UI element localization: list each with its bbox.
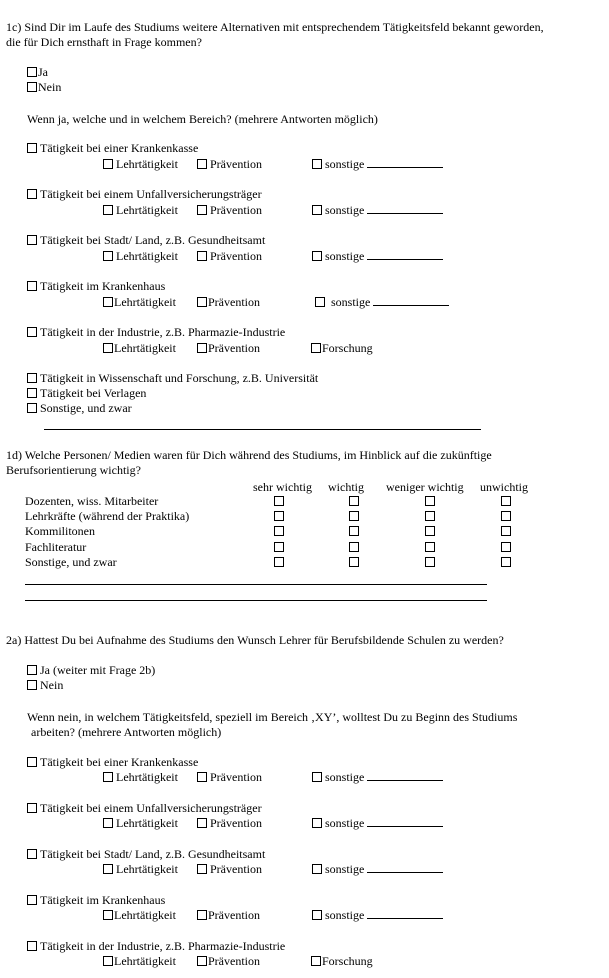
checkbox[interactable] [197, 205, 207, 215]
rating-checkbox[interactable] [501, 526, 511, 536]
q1d-column-header: sehr wichtig [253, 480, 312, 494]
rating-checkbox[interactable] [425, 542, 435, 552]
q2a-option-lehrtaetigkeit[interactable]: Lehrtätigkeit [103, 908, 176, 923]
checkbox[interactable] [197, 159, 207, 169]
checkbox[interactable] [27, 849, 37, 859]
q1c-fill-in-line[interactable] [44, 429, 481, 430]
rating-checkbox[interactable] [425, 526, 435, 536]
checkbox[interactable] [103, 910, 113, 920]
q1c-question-line2: die für Dich ernsthaft in Frage kommen? [6, 35, 202, 49]
q2a-no-option[interactable]: Nein [27, 678, 63, 693]
q1d-row-label: Lehrkräfte (während der Praktika) [25, 509, 190, 523]
rating-checkbox[interactable] [501, 542, 511, 552]
fill-in-line[interactable] [367, 908, 443, 919]
q1c-option-lehrtaetigkeit[interactable]: Lehrtätigkeit [103, 203, 178, 218]
q1c-option-lehrtaetigkeit[interactable]: Lehrtätigkeit [103, 295, 176, 310]
q2a-group-main[interactable]: Tätigkeit in der Industrie, z.B. Pharmazie-Industrie [27, 939, 285, 954]
q1c-question-line1: 1c) Sind Dir im Laufe des Studiums weitere Alternativen mit entsprechendem Tätigkeitsfeld bekannt geworden, [6, 20, 544, 34]
q1c-option-lehrtaetigkeit[interactable]: Lehrtätigkeit [103, 157, 178, 172]
checkbox[interactable] [103, 159, 113, 169]
checkbox[interactable] [312, 251, 322, 261]
checkbox[interactable] [197, 343, 207, 353]
checkbox[interactable] [197, 818, 207, 828]
q2a-option-forschung[interactable]: Forschung [311, 954, 373, 969]
q2a-yes-checkbox[interactable] [27, 665, 37, 675]
checkbox[interactable] [197, 251, 207, 261]
checkbox[interactable] [27, 281, 37, 291]
rating-checkbox[interactable] [349, 526, 359, 536]
q2a-option-lehrtaetigkeit[interactable]: Lehrtätigkeit [103, 770, 178, 785]
q1c-option-praevention[interactable]: Prävention [197, 249, 262, 264]
q1c-option-forschung[interactable]: Forschung [311, 341, 373, 356]
q2a-option-lehrtaetigkeit[interactable]: Lehrtätigkeit [103, 954, 176, 969]
checkbox[interactable] [103, 818, 113, 828]
checkbox[interactable] [27, 895, 37, 905]
checkbox[interactable] [27, 327, 37, 337]
q1c-extra-sonstige[interactable]: Sonstige, und zwar [27, 401, 132, 416]
q2a-option-praevention[interactable]: Prävention [197, 954, 260, 969]
q2a-group-main[interactable]: Tätigkeit bei einer Krankenkasse [27, 755, 198, 770]
q2a-option-praevention[interactable]: Prävention [197, 770, 262, 785]
fill-in-line[interactable] [367, 862, 443, 873]
q2a-yes-option[interactable]: Ja (weiter mit Frage 2b) [27, 663, 155, 678]
q1d-row-label: Kommilitonen [25, 524, 95, 538]
q2a-option-sonstige[interactable]: sonstige [312, 816, 443, 831]
q1d-question-line2: Berufsorientierung wichtig? [6, 463, 141, 477]
checkbox[interactable] [197, 864, 207, 874]
checkbox[interactable] [27, 803, 37, 813]
checkbox[interactable] [27, 941, 37, 951]
q2a-group-main[interactable]: Tätigkeit bei einem Unfallversicherungsträger [27, 801, 262, 816]
rating-checkbox[interactable] [274, 496, 284, 506]
q1c-option-praevention[interactable]: Prävention [197, 203, 262, 218]
checkbox[interactable] [197, 910, 207, 920]
q1c-group-main[interactable]: Tätigkeit bei einem Unfallversicherungsträger [27, 187, 262, 202]
q1c-group-main[interactable]: Tätigkeit bei Stadt/ Land, z.B. Gesundheitsamt [27, 233, 265, 248]
rating-checkbox[interactable] [501, 496, 511, 506]
rating-checkbox[interactable] [274, 542, 284, 552]
q2a-option-sonstige[interactable]: sonstige [312, 908, 443, 923]
rating-checkbox[interactable] [349, 496, 359, 506]
q1c-option-praevention[interactable]: Prävention [197, 157, 262, 172]
q1c-yes-option[interactable]: Ja [27, 65, 48, 80]
q1c-no-checkbox[interactable] [27, 82, 37, 92]
q1c-option-sonstige[interactable]: sonstige [312, 157, 443, 172]
checkbox[interactable] [312, 818, 322, 828]
rating-checkbox[interactable] [274, 511, 284, 521]
q1c-option-praevention[interactable]: Prävention [197, 295, 260, 310]
checkbox[interactable] [315, 297, 325, 307]
q1c-yes-checkbox[interactable] [27, 67, 37, 77]
fill-in-line[interactable] [367, 249, 443, 260]
rating-checkbox[interactable] [425, 496, 435, 506]
q2a-option-praevention[interactable]: Prävention [197, 816, 262, 831]
q1c-group-main[interactable]: Tätigkeit in der Industrie, z.B. Pharmazie-Industrie [27, 325, 285, 340]
q2a-option-praevention[interactable]: Prävention [197, 862, 262, 877]
rating-checkbox[interactable] [349, 511, 359, 521]
q1c-option-sonstige[interactable]: sonstige [312, 203, 443, 218]
rating-checkbox[interactable] [349, 542, 359, 552]
q2a-option-lehrtaetigkeit[interactable]: Lehrtätigkeit [103, 816, 178, 831]
checkbox[interactable] [27, 403, 37, 413]
q1d-row-label: Fachliteratur [25, 540, 87, 554]
checkbox[interactable] [312, 159, 322, 169]
checkbox[interactable] [27, 235, 37, 245]
checkbox[interactable] [103, 956, 113, 966]
rating-checkbox[interactable] [425, 557, 435, 567]
q2a-option-praevention[interactable]: Prävention [197, 908, 260, 923]
rating-checkbox[interactable] [274, 526, 284, 536]
checkbox[interactable] [103, 205, 113, 215]
q1d-fill-in-line[interactable] [25, 600, 487, 601]
q1c-option-sonstige[interactable]: sonstige [312, 249, 443, 264]
checkbox[interactable] [27, 388, 37, 398]
q1c-option-sonstige[interactable]: sonstige [315, 295, 449, 310]
q1d-column-header: wichtig [328, 480, 364, 494]
q1c-group-main[interactable]: Tätigkeit im Krankenhaus [27, 279, 165, 294]
checkbox[interactable] [27, 189, 37, 199]
q1d-row-label: Sonstige, und zwar [25, 555, 117, 569]
checkbox[interactable] [311, 343, 321, 353]
q1c-followup: Wenn ja, welche und in welchem Bereich? (mehrere Antworten möglich) [27, 112, 378, 126]
q1d-column-header: unwichtig [480, 480, 528, 494]
q2a-no-checkbox[interactable] [27, 680, 37, 690]
fill-in-line[interactable] [367, 816, 443, 827]
checkbox[interactable] [312, 864, 322, 874]
checkbox[interactable] [312, 910, 322, 920]
rating-checkbox[interactable] [501, 557, 511, 567]
fill-in-line[interactable] [367, 770, 443, 781]
checkbox[interactable] [103, 343, 113, 353]
checkbox[interactable] [312, 205, 322, 215]
q1c-option-lehrtaetigkeit[interactable]: Lehrtätigkeit [103, 249, 178, 264]
checkbox[interactable] [27, 757, 37, 767]
checkbox[interactable] [27, 373, 37, 383]
q1d-question-line1: 1d) Welche Personen/ Medien waren für Dich während des Studiums, im Hinblick auf die zukünftige [6, 448, 492, 462]
rating-checkbox[interactable] [501, 511, 511, 521]
q2a-followup-line1: Wenn nein, in welchem Tätigkeitsfeld, speziell im Bereich ‚XY’, wolltest Du zu Beginn des Studiums [27, 710, 518, 724]
checkbox[interactable] [27, 143, 37, 153]
fill-in-line[interactable] [367, 157, 443, 168]
q1c-option-praevention[interactable]: Prävention [197, 341, 260, 356]
q1d-fill-in-line[interactable] [25, 584, 487, 585]
q2a-followup-line2: arbeiten? (mehrere Antworten möglich) [31, 725, 222, 739]
q2a-group-main[interactable]: Tätigkeit im Krankenhaus [27, 893, 165, 908]
q2a-option-sonstige[interactable]: sonstige [312, 862, 443, 877]
q1c-option-lehrtaetigkeit[interactable]: Lehrtätigkeit [103, 341, 176, 356]
rating-checkbox[interactable] [274, 557, 284, 567]
q2a-option-sonstige[interactable]: sonstige [312, 770, 443, 785]
q1d-column-header: weniger wichtig [386, 480, 464, 494]
q1c-no-option[interactable]: Nein [27, 80, 61, 95]
checkbox[interactable] [197, 772, 207, 782]
q1c-group-main[interactable]: Tätigkeit bei einer Krankenkasse [27, 141, 198, 156]
q1c-extra-wissenschaft[interactable]: Tätigkeit in Wissenschaft und Forschung, z.B. Universität [27, 371, 318, 386]
checkbox[interactable] [103, 251, 113, 261]
checkbox[interactable] [197, 956, 207, 966]
checkbox[interactable] [312, 772, 322, 782]
q2a-group-main[interactable]: Tätigkeit bei Stadt/ Land, z.B. Gesundheitsamt [27, 847, 265, 862]
checkbox[interactable] [103, 297, 113, 307]
q1c-extra-verlage[interactable]: Tätigkeit bei Verlagen [27, 386, 146, 401]
checkbox[interactable] [103, 772, 113, 782]
checkbox[interactable] [197, 297, 207, 307]
q1d-row-label: Dozenten, wiss. Mitarbeiter [25, 494, 159, 508]
fill-in-line[interactable] [373, 295, 449, 306]
checkbox[interactable] [103, 864, 113, 874]
fill-in-line[interactable] [367, 203, 443, 214]
rating-checkbox[interactable] [425, 511, 435, 521]
rating-checkbox[interactable] [349, 557, 359, 567]
q2a-question: 2a) Hattest Du bei Aufnahme des Studiums den Wunsch Lehrer für Berufsbildende Schulen zu werden? [6, 633, 504, 647]
checkbox[interactable] [311, 956, 321, 966]
q2a-option-lehrtaetigkeit[interactable]: Lehrtätigkeit [103, 862, 178, 877]
